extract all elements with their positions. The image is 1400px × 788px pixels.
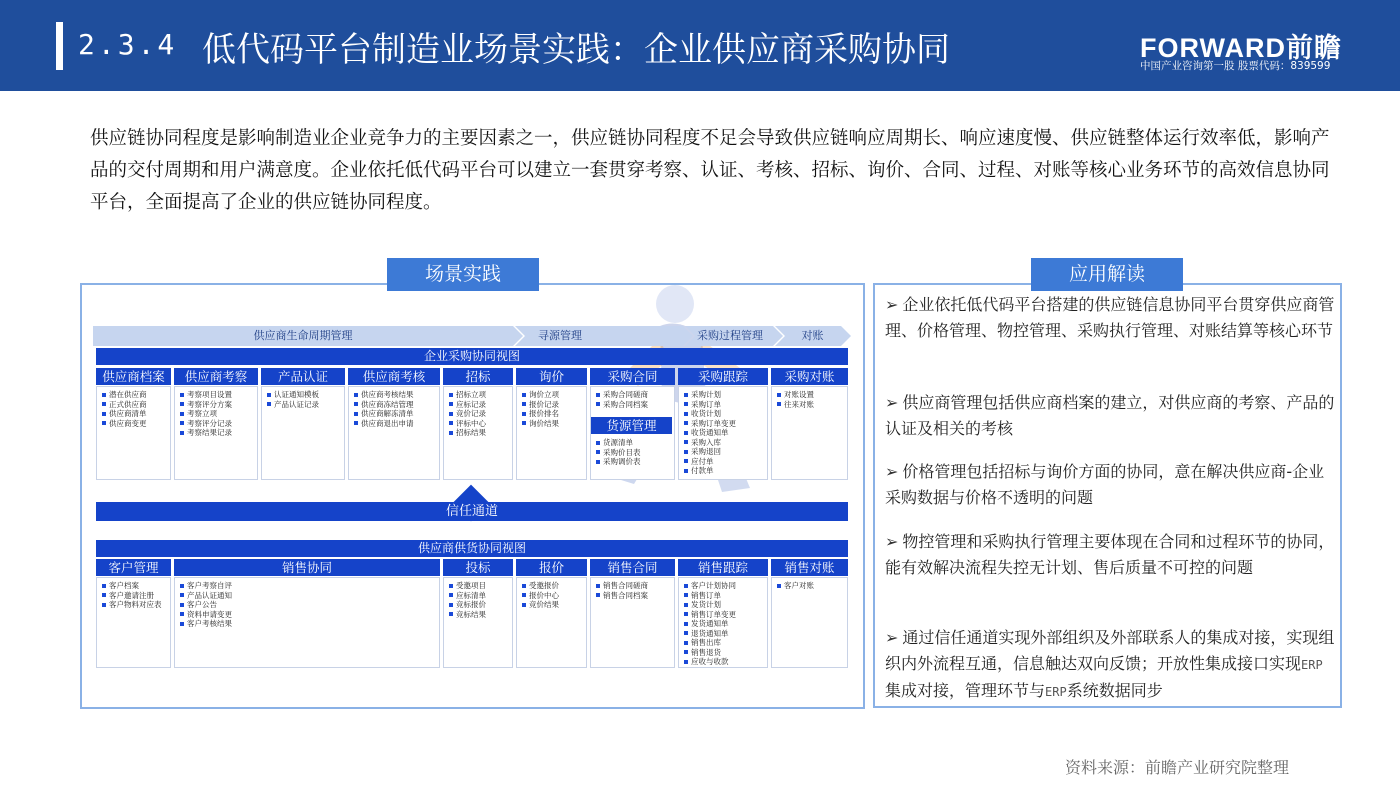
list-item: 招标立项 — [448, 390, 510, 400]
column-body — [443, 577, 513, 668]
column-header: 询价 — [516, 368, 587, 385]
interpretation-item: ➢ 供应商管理包括供应商档案的建立，对供应商的考察、产品的认证及相关的考核 — [885, 393, 1335, 438]
list-item: 采购调价表 — [595, 457, 672, 467]
sub-column-list — [595, 438, 672, 467]
page-title: 低代码平台制造业场景实践：企业供应商采购协同 — [202, 30, 950, 70]
list-item: 客户公告 — [179, 600, 437, 610]
arrow-bullet-icon: ➢ — [885, 295, 899, 314]
column-header: 供应商考核 — [348, 368, 440, 385]
list-item: 供应商冻结管理 — [353, 400, 437, 410]
list-item: 竞标结果 — [448, 610, 510, 620]
list-item: 询价结果 — [521, 419, 584, 429]
list-item: 应收与收款 — [683, 657, 765, 667]
interpretation-tag: 应用解读 — [1031, 258, 1183, 291]
list-item: 考察评分方案 — [179, 400, 255, 410]
list-item: 应付单 — [683, 457, 765, 467]
list-item: 退货通知单 — [683, 629, 765, 639]
column-body — [590, 386, 675, 480]
list-item: 销售退货 — [683, 648, 765, 658]
list-item: 竞价结果 — [521, 600, 584, 610]
column-list — [101, 390, 168, 428]
arrow-bullet-icon: ➢ — [885, 462, 899, 481]
list-item: 资料申请变更 — [179, 610, 437, 620]
list-item: 应标清单 — [448, 591, 510, 601]
list-item: 采购合同磋商 — [595, 390, 672, 400]
column-list — [179, 581, 437, 629]
column-body — [348, 386, 440, 480]
list-item: 发货通知单 — [683, 619, 765, 629]
list-item: 受邀项目 — [448, 581, 510, 591]
column-header: 供应商档案 — [96, 368, 171, 385]
list-item: 销售出库 — [683, 638, 765, 648]
column-header: 采购跟踪 — [678, 368, 768, 385]
column-list — [776, 390, 845, 409]
column-body — [174, 577, 440, 668]
column-header: 销售合同 — [590, 559, 675, 576]
scenario-tag: 场景实践 — [387, 258, 539, 291]
band-supplier-lifecycle: 供应商生命周期管理 — [253, 329, 353, 342]
list-item: 竞标报价 — [448, 600, 510, 610]
list-item: 采购退回 — [683, 447, 765, 457]
column-header: 供应商考察 — [174, 368, 258, 385]
interpretation-item: ➢ 企业依托低代码平台搭建的供应链信息协同平台贯穿供应商管理、价格管理、物控管理、采购执行管理、对账结算等核心环节 — [885, 295, 1335, 340]
column-body — [174, 386, 258, 480]
list-item: 评标中心 — [448, 419, 510, 429]
list-item: 产品认证通知 — [179, 591, 437, 601]
list-item: 客户对账 — [776, 581, 845, 591]
section-number: 2.3.4 — [78, 28, 178, 61]
column-body — [96, 577, 171, 668]
list-item: 供应商考核结果 — [353, 390, 437, 400]
column-body — [678, 577, 768, 668]
list-item: 供应商解冻清单 — [353, 409, 437, 419]
trust-channel: 信任通道 — [96, 502, 848, 521]
list-item: 收货通知单 — [683, 428, 765, 438]
arrow-bullet-icon: ➢ — [885, 532, 899, 551]
interpretation-item: ➢ 价格管理包括招标与询价方面的协同，意在解决供应商-企业采购数据与价格不透明的问题 — [885, 462, 1325, 507]
list-item: 客户邀请注册 — [101, 591, 168, 601]
band-sourcing: 寻源管理 — [538, 329, 582, 342]
list-item: 供应商退出申请 — [353, 419, 437, 429]
column-body — [516, 386, 587, 480]
column-header: 招标 — [443, 368, 513, 385]
list-item: 付款单 — [683, 466, 765, 476]
column-header: 采购对账 — [771, 368, 848, 385]
list-item: 客户考核结果 — [179, 619, 437, 629]
column-header: 采购合同 — [590, 368, 675, 385]
column-body — [590, 577, 675, 668]
list-item: 产品认证记录 — [266, 400, 342, 410]
list-item: 供应商变更 — [101, 419, 168, 429]
list-item: 货源清单 — [595, 438, 672, 448]
column-header: 客户管理 — [96, 559, 171, 576]
list-item: 招标结果 — [448, 428, 510, 438]
list-item: 客户计划协同 — [683, 581, 765, 591]
header-accent — [56, 22, 63, 70]
interpretation-item: ➢ 物控管理和采购执行管理主要体现在合同和过程环节的协同，能有效解决流程失控无计划、售后质量不可控的问题 — [885, 532, 1335, 577]
list-item: 受邀报价 — [521, 581, 584, 591]
brand-tagline: 中国产业咨询第一股 股票代码：839599 — [1140, 60, 1331, 72]
list-item: 采购合同档案 — [595, 400, 672, 410]
interpretation-item: ➢ 通过信任通道实现外部组织及外部联系人的集成对接，实现组织内外流程互通，信息触达双向反馈；开放性集成接口实现ERP集成对接，管理环节与ERP系统数据同步 — [885, 628, 1335, 700]
list-item: 认证通知模板 — [266, 390, 342, 400]
list-item: 销售订单 — [683, 591, 765, 601]
list-item: 报价中心 — [521, 591, 584, 601]
column-body — [96, 386, 171, 480]
list-item: 考察结果记录 — [179, 428, 255, 438]
arrow-bullet-icon: ➢ — [885, 393, 899, 412]
list-item: 往来对账 — [776, 400, 845, 410]
source-note: 资料来源：前瞻产业研究院整理 — [1065, 758, 1290, 777]
list-item: 应标记录 — [448, 400, 510, 410]
list-item: 销售合同磋商 — [595, 581, 672, 591]
list-item: 采购订单变更 — [683, 419, 765, 429]
column-list — [683, 581, 765, 667]
list-item: 考察项目设置 — [179, 390, 255, 400]
column-list — [595, 581, 672, 600]
column-list — [683, 390, 765, 476]
column-header: 投标 — [443, 559, 513, 576]
list-item: 竞价记录 — [448, 409, 510, 419]
column-list — [353, 390, 437, 428]
column-list — [448, 581, 510, 619]
sub-column-header: 货源管理 — [591, 417, 672, 434]
column-header: 销售对账 — [771, 559, 848, 576]
list-item: 报价记录 — [521, 400, 584, 410]
column-list — [448, 390, 510, 438]
column-header: 销售协同 — [174, 559, 440, 576]
column-list — [179, 390, 255, 438]
list-item: 考察评分记录 — [179, 419, 255, 429]
brand-logo: FORWARD前瞻 — [1140, 33, 1342, 63]
list-item: 对账设置 — [776, 390, 845, 400]
column-header: 销售跟踪 — [678, 559, 768, 576]
band-procurement-process: 采购过程管理 — [697, 329, 763, 342]
column-body — [443, 386, 513, 480]
column-body — [516, 577, 587, 668]
enterprise-view-title: 企业采购协同视图 — [96, 348, 848, 365]
column-list — [776, 581, 845, 591]
column-list — [266, 390, 342, 409]
list-item: 销售订单变更 — [683, 610, 765, 620]
arrow-bullet-icon: ➢ — [885, 628, 899, 647]
list-item: 销售合同档案 — [595, 591, 672, 601]
list-item: 客户物料对应表 — [101, 600, 168, 610]
list-item: 采购计划 — [683, 390, 765, 400]
column-header: 报价 — [516, 559, 587, 576]
intro-paragraph: 供应链协同程度是影响制造业企业竞争力的主要因素之一，供应链协同程度不足会导致供应链响应周期长、响应速度慢、供应链整体运行效率低，影响产品的交付周期和用户满意度。企业依托低代码平台可以建立一套贯穿考察、认证、考核、招标、询价、合同、过程、对账等核心业务环节的高效信息协同平台，全面提高了企业的供应链协同程度。 — [90, 128, 1330, 213]
column-list — [595, 390, 672, 409]
list-item: 潜在供应商 — [101, 390, 168, 400]
column-list — [521, 581, 584, 610]
column-list — [521, 390, 584, 428]
list-item: 采购订单 — [683, 400, 765, 410]
column-list — [101, 581, 168, 610]
column-body — [771, 577, 848, 668]
list-item: 考察立项 — [179, 409, 255, 419]
list-item: 报价排名 — [521, 409, 584, 419]
band-reconciliation: 对账 — [801, 329, 824, 342]
column-body — [678, 386, 768, 480]
list-item: 发货计划 — [683, 600, 765, 610]
list-item: 客户考察自评 — [179, 581, 437, 591]
supplier-view-title: 供应商供货协同视图 — [96, 540, 848, 557]
column-body — [771, 386, 848, 480]
list-item: 收货计划 — [683, 409, 765, 419]
list-item: 客户档案 — [101, 581, 168, 591]
list-item: 采购入库 — [683, 438, 765, 448]
list-item: 询价立项 — [521, 390, 584, 400]
list-item: 供应商清单 — [101, 409, 168, 419]
list-item: 正式供应商 — [101, 400, 168, 410]
column-body — [261, 386, 345, 480]
column-header: 产品认证 — [261, 368, 345, 385]
list-item: 采购价目表 — [595, 448, 672, 458]
